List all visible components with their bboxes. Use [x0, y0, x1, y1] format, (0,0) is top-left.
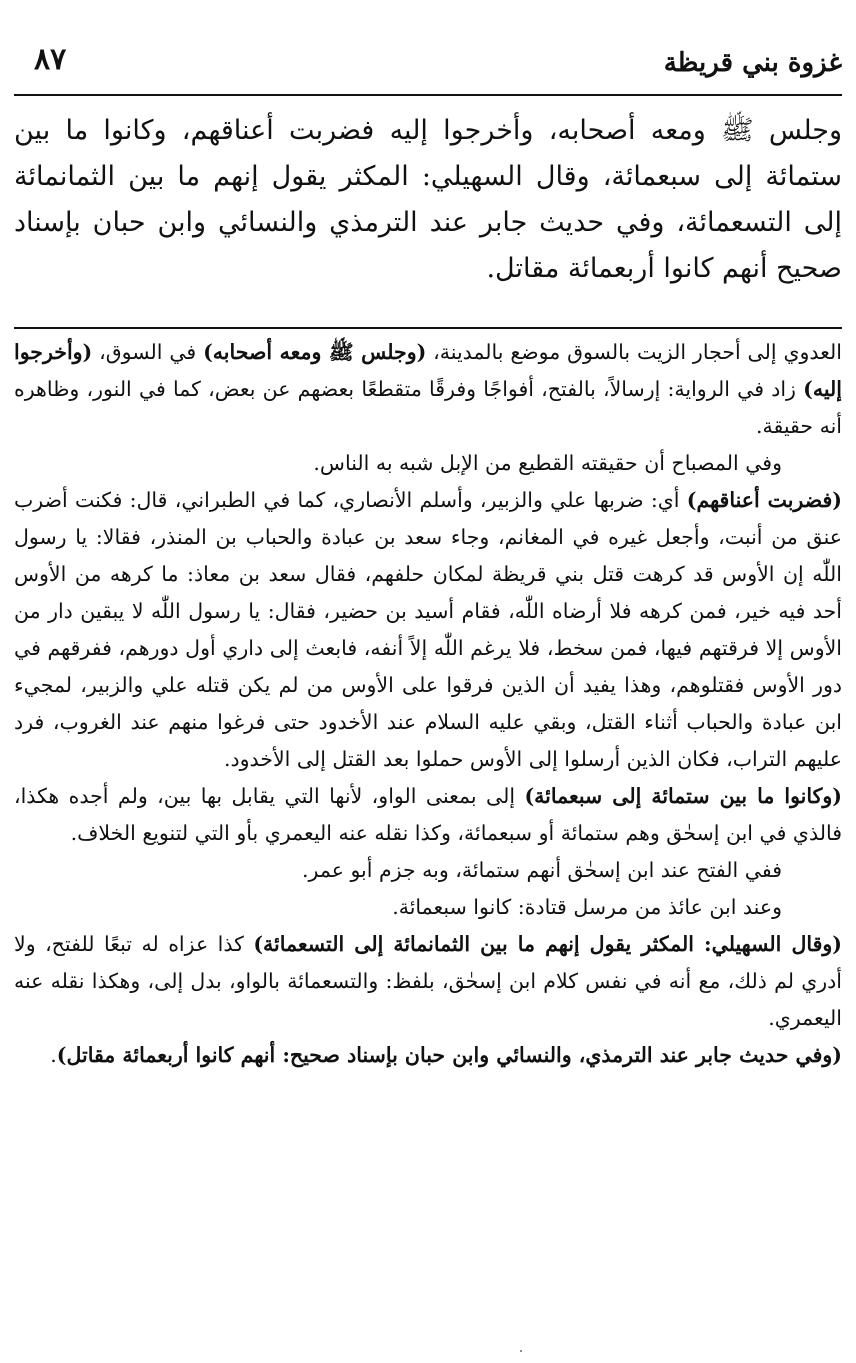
commentary-paragraph	[14, 1037, 842, 1074]
commentary-paragraph	[14, 778, 842, 852]
quoted-matn: (وكانوا ما بين ستمائة إلى سبعمائة)	[524, 784, 842, 808]
commentary-text: أي: ضربها علي والزبير، وأسلم الأنصاري، كما في الطبراني، قال: فكنت أضرب عنق من أنبت، وأجعل غيره في المغانم، وجاء سعد بن عبادة والحباب بن المنذر، فقالا: يا رسول اللّٰه إن الأوس قد كرهت قتل بني قريظة لمكان حلفهم، فقال سعد بن معاذ: ما كرهه من الأوس أحد فيه خير، فمن كرهه فلا أرضاه اللّٰه، فقام أسيد بن حضير، فقال: يا رسول اللّٰه لا يبقين دار من الأوس إلا فرقتهم فيها، فمن سخط، فلا يرغم اللّٰه إلاً أنفه، فابعث إلى داري أول دورهم، ففرقهم في دور الأوس فقتلوهم، وهذا يفيد أن الذين فرقوا على الأوس من لم يكن قتله علي والزبير، لمجيء ابن عبادة والحباب أثناء القتل، وبقي عليه السلام عند الأخدود حتى فرغوا منهم عند الغروب، فرد عليهم التراب، فكان الذين أرسلوا إلى الأوس حملوا بعد القتل إلى الأخدود.	[14, 488, 842, 771]
header-rule	[14, 94, 842, 96]
commentary	[14, 334, 842, 1074]
commentary-paragraph	[14, 482, 842, 778]
page-speck	[520, 1350, 522, 1352]
quoted-matn: (وقال السهيلي: المكثر يقول إنهم ما بين الثمانمائة إلى التسعمائة)	[253, 932, 842, 956]
page-number: ٨٧	[34, 42, 67, 77]
commentary-separator	[14, 327, 842, 329]
commentary-paragraph	[14, 926, 842, 1037]
quoted-matn: (فضربت أعناقهم)	[686, 488, 842, 512]
commentary-paragraph	[14, 445, 842, 482]
quoted-matn: (وأخرجوا إليه)	[14, 340, 842, 401]
commentary-paragraph	[14, 889, 842, 926]
chapter-title: غزوة بني قريظة	[663, 48, 842, 78]
commentary-text: زاد في الرواية: إرسالاً، بالفتح، أفواجًا وفرقًا متقطعًا بعضهم عن بعض، كما في النور، وظاهره أنه حقيقة.	[14, 377, 842, 438]
commentary-text: .	[50, 1043, 57, 1067]
commentary-text: وعند ابن عائذ من مرسل قتادة: كانوا سبعمائة.	[392, 895, 782, 919]
commentary-text: إلى بمعنى الواو، لأنها التي يقابل بها بين، ولم أجده هكذا، فالذي في ابن إسحٰق وهم ستمائة أو سبعمائة، وكذا نقله عنه اليعمري بأو التي لتنويع الخلاف.	[14, 784, 842, 845]
commentary-paragraph	[14, 852, 842, 889]
commentary-paragraph	[14, 334, 842, 445]
quoted-matn: (وفي حديث جابر عند الترمذي، والنسائي وابن حبان بإسناد صحيح: أنهم كانوا أربعمائة مقاتل)	[56, 1043, 842, 1067]
commentary-text: وفي المصباح أن حقيقته القطيع من الإبل شبه به الناس.	[313, 451, 782, 475]
commentary-text: العدوي إلى أحجار الزيت بالسوق موضع بالمدينة،	[426, 340, 842, 364]
main-text: وجلس ﷺ ومعه أصحابه، وأخرجوا إليه فضربت أعناقهم، وكانوا ما بين ستمائة إلى سبعمائة، وقال السهيلي: المكثر يقول إنهم ما بين الثمانمائة إلى التسعمائة، وفي حديث جابر عند الترمذي والنسائي وابن حبان بإسناد صحيح أنهم كانوا أربعمائة مقاتل.	[14, 115, 842, 284]
running-header	[14, 42, 842, 92]
commentary-text: في السوق،	[92, 340, 204, 364]
quoted-matn: (وجلس ﷺ ومعه أصحابه)	[203, 340, 427, 364]
commentary-text: كذا عزاه له تبعًا للفتح، ولا أدري لم ذلك، مع أنه في نفس كلام ابن إسحٰق، بلفظ: والتسعمائة بالواو، بدل إلى، وهكذا نقله عنه اليعمري.	[14, 932, 842, 1030]
commentary-text: ففي الفتح عند ابن إسحٰق أنهم ستمائة، وبه جزم أبو عمر.	[302, 858, 782, 882]
